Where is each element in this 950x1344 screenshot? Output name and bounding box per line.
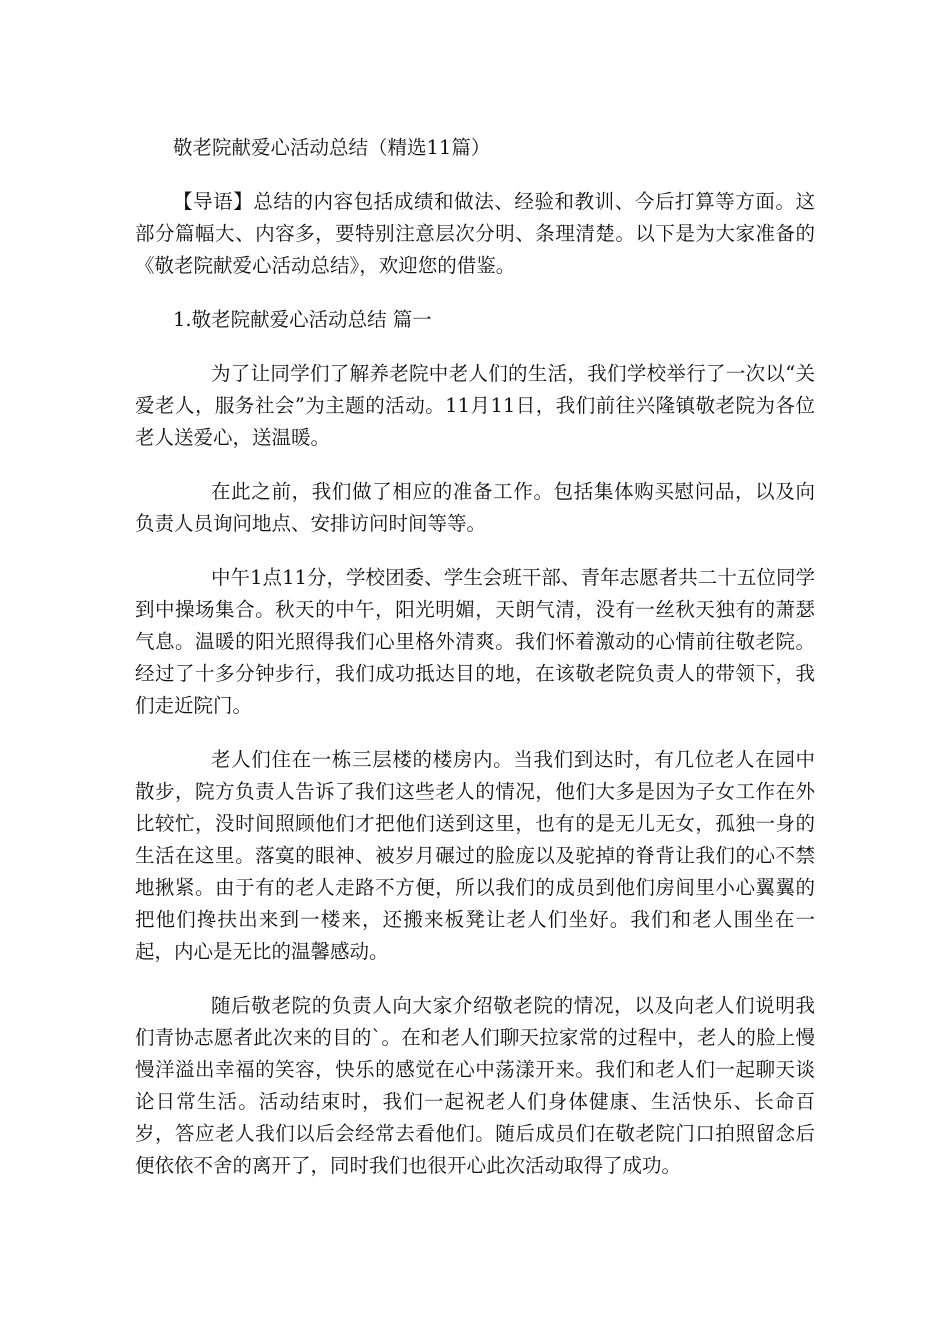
body-paragraph-3: 中午1点11分，学校团委、学生会班干部、青年志愿者共二十五位同学到中操场集合。秋天的中午，阳光明媚，天朗气清，没有一丝秋天独有的萧瑟气息。温暖的阳光照得我们心里格外清爽。我们怀着激动的心情前往敬老院。经过了十多分钟步行，我们成功抵达目的地，在该敬老院负责人的带领下，我们走近院门。 xyxy=(135,566,815,717)
body-paragraph-1: 为了让同学们了解养老院中老人们的生活，我们学校举行了一次以“关爱老人，服务社会”为主题的活动。11月11日，我们前往兴隆镇敬老院为各位老人送爱心，送温暖。 xyxy=(135,362,815,449)
body-paragraph-2: 在此之前，我们做了相应的准备工作。包括集体购买慰问品，以及向负责人员询问地点、安排访问时间等等。 xyxy=(135,480,815,535)
body-paragraph-5: 随后敬老院的负责人向大家介绍敬老院的情况，以及向老人们说明我们青协志愿者此次来的目的`。在和老人们聊天拉家常的过程中，老人的脸上慢慢洋溢出幸福的笑容，快乐的感觉在心中荡漾开来。我们和老人们一起聊天谈论日常生活。活动结束时，我们一起祝老人们身体健康、生活快乐、长命百岁，答应老人我们以后会经常去看他们。随后成员们在敬老院门口拍照留念后便依依不舍的离开了，同时我们也很开心此次活动取得了成功。 xyxy=(135,994,815,1177)
document-title: 敬老院献爱心活动总结（精选11篇） xyxy=(173,136,491,159)
intro-paragraph: 【导语】总结的内容包括成绩和做法、经验和教训、今后打算等方面。这部分篇幅大、内容多，要特别注意层次分明、条理清楚。以下是为大家准备的《敬老院献爱心活动总结》，欢迎您的借鉴。 xyxy=(135,190,815,277)
section-heading: 1.敬老院献爱心活动总结 篇一 xyxy=(173,308,432,331)
document-body xyxy=(135,132,815,1204)
body-paragraph-4: 老人们住在一栋三层楼的楼房内。当我们到达时，有几位老人在园中散步，院方负责人告诉了我们这些老人的情况，他们大多是因为子女工作在外比较忙，没时间照顾他们才把他们送到这里，也有的是无儿无女，孤独一身的生活在这里。落寞的眼神、被岁月碾过的脸庞以及驼掉的脊背让我们的心不禁地揪紧。由于有的老人走路不方便，所以我们的成员到他们房间里小心翼翼的把他们搀扶出来到一楼来，还搬来板凳让老人们坐好。我们和老人围坐在一起，内心是无比的温馨感动。 xyxy=(135,748,815,963)
